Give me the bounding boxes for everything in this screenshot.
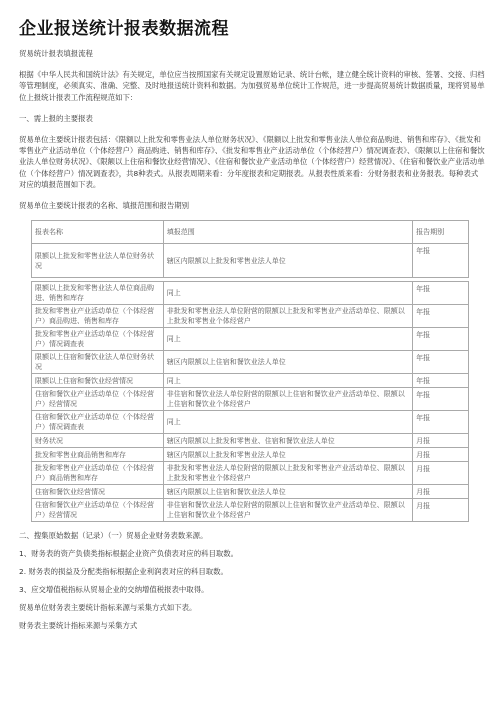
cell-report-name: 限额以上住宿和餐饮业法人单位财务状况 bbox=[32, 351, 164, 374]
cell-scope: 同上 bbox=[163, 282, 412, 305]
cell-report-name: 住宿和餐饮业经营情况 bbox=[32, 485, 164, 499]
cell-scope: 同上 bbox=[163, 411, 412, 434]
cell-scope: 同上 bbox=[163, 374, 412, 388]
table-row bbox=[32, 448, 469, 462]
cell-report-name: 住宿和餐饮业产业活动单位（个体经营户）经营情况 bbox=[32, 499, 164, 522]
table-row bbox=[32, 485, 469, 499]
subtitle-line: 贸易统计报表填报流程 bbox=[19, 49, 93, 58]
cell-scope: 辖区内限额以上住宿和餐饮业法人单位 bbox=[163, 485, 412, 499]
cell-period: 年报 bbox=[413, 351, 469, 374]
table-row bbox=[32, 388, 469, 411]
list-item-1: 1、财务表的资产负债类指标根据企业资产负债表对应的科目取数。 bbox=[19, 549, 239, 559]
cell-report-name: 限额以上住宿和餐饮业经营情况 bbox=[32, 374, 164, 388]
table-row bbox=[32, 462, 469, 485]
cell-period: 年报 bbox=[413, 411, 469, 434]
list-item-2: 2. 财务表的损益及分配类指标根据企业利润表对应的科目取数。 bbox=[19, 567, 228, 577]
cell-period: 月报 bbox=[413, 448, 469, 462]
cell-scope: 同上 bbox=[163, 328, 412, 351]
table-row bbox=[32, 328, 469, 351]
cell-period: 年报 bbox=[413, 282, 469, 305]
cell-report-name: 批发和零售业产业活动单位（个体经营户）商品销售和库存 bbox=[32, 462, 164, 485]
cell-scope: 非住宿和餐饮业法人单位附营的限额以上住宿和餐饮业产业活动单位、限额以上住宿和餐饮业个体经营户 bbox=[163, 499, 412, 522]
header-cell-scope: 填报范围 bbox=[163, 221, 412, 244]
intro-paragraph: 根据《中华人民共和国统计法》有关规定，单位应当按照国家有关规定设置原始记录、统计台帐，建立健全统计资料的审核、签署、交接、归档等管理制度，必须真实、准确、完整、及时地报送统计资料和数据。为加强贸易单位统计工作规范，进一步提高贸易统计数据质量，现将贸易单位上报统计报表工作流程规范如下： bbox=[19, 70, 485, 102]
cell-period: 月报 bbox=[413, 499, 469, 522]
table-row bbox=[32, 282, 469, 305]
cell-scope: 辖区内限额以上批发和零售业法人单位 bbox=[163, 448, 412, 462]
cell-scope: 非批发和零售业法人单位附营的限额以上批发和零售业产业活动单位、限额以上批发和零售业个体经营户 bbox=[163, 462, 412, 485]
table-row bbox=[32, 434, 469, 448]
cell-scope: 辖区内限额以上住宿和餐饮业法人单位 bbox=[163, 351, 412, 374]
cell-period: 年报 bbox=[413, 244, 469, 278]
cell-period: 年报 bbox=[413, 374, 469, 388]
cell-period: 月报 bbox=[413, 462, 469, 485]
table-row bbox=[32, 374, 469, 388]
reports-paragraph: 贸易单位主要统计报表包括：《限额以上批发和零售业法人单位财务状况》、《限额以上批发和零售业法人单位商品购进、销售和库存》、《批发和零售业产业活动单位（个体经营户）商品购进、销售和库存》、《批发和零售业产业活动单位（个体经营户）情况调查表》、《限额以上住宿和餐饮业法人单位财务状况》、《限额以上住宿和餐饮业经营情况》、《住宿和餐饮业产业活动单位（个体经营户）经营情况》、《住宿和餐饮业产业活动单位（个体经营户）情况调查表》，共8种表式。从报表周期来看：分年度报表和定期报表。从报表性质来看：分财务报表和业务报表。每种表式对应的填报范围如下表。 bbox=[19, 135, 485, 189]
cell-scope: 辖区内限额以上批发和零售业法人单位 bbox=[163, 244, 412, 278]
closing-line-1: 贸易单位财务表主要统计指标来源与采集方式如下表。 bbox=[19, 603, 197, 613]
cell-report-name: 住宿和餐饮业产业活动单位（个体经营户）经营情况 bbox=[32, 388, 164, 411]
cell-report-name: 批发和零售业商品销售和库存 bbox=[32, 448, 164, 462]
cell-report-name: 住宿和餐饮业产业活动单位（个体经营户）情况调查表 bbox=[32, 411, 164, 434]
table-caption: 贸易单位主要统计报表的名称、填报范围和报告期别 bbox=[19, 201, 189, 211]
cell-scope: 辖区内限额以上批发和零售业、住宿和餐饮业法人单位 bbox=[163, 434, 412, 448]
header-cell-period: 报告期别 bbox=[413, 221, 469, 244]
table-row bbox=[32, 351, 469, 374]
cell-report-name: 批发和零售业产业活动单位（个体经营户）商品购进、销售和库存 bbox=[32, 305, 164, 328]
cell-report-name: 限额以上批发和零售业法人单位财务状况 bbox=[32, 244, 164, 278]
report-table bbox=[31, 220, 469, 522]
cell-report-name: 批发和零售业产业活动单位（个体经营户）情况调查表 bbox=[32, 328, 164, 351]
cell-scope: 非住宿和餐饮业法人单位附营的限额以上住宿和餐饮业产业活动单位、限额以上住宿和餐饮业个体经营户 bbox=[163, 388, 412, 411]
table-header-row bbox=[32, 221, 469, 244]
cell-report-name: 限额以上批发和零售业法人单位商品购进、销售和库存 bbox=[32, 282, 164, 305]
table-row bbox=[32, 411, 469, 434]
cell-period: 年报 bbox=[413, 305, 469, 328]
header-cell-name: 报表名称 bbox=[32, 221, 164, 244]
cell-period: 月报 bbox=[413, 434, 469, 448]
cell-period: 年报 bbox=[413, 328, 469, 351]
cell-scope: 非批发和零售业法人单位附营的限额以上批发和零售业产业活动单位、限额以上批发和零售业个体经营户 bbox=[163, 305, 412, 328]
cell-period: 年报 bbox=[413, 388, 469, 411]
table-row bbox=[32, 499, 469, 522]
list-item-3: 3、应交增值税指标从贸易企业的交纳增值税报表中取得。 bbox=[19, 585, 209, 595]
table-row bbox=[32, 305, 469, 328]
closing-line-2: 财务表主要统计指标来源与采集方式 bbox=[19, 621, 138, 631]
cell-period: 月报 bbox=[413, 485, 469, 499]
section-heading-1: 一、需上报的主要报表 bbox=[19, 113, 93, 123]
section-heading-2: 二、搜集原始数据（记录）（一）贸易企业财务表数来源。 bbox=[19, 531, 208, 541]
page-title: 企业报送统计报表数据流程 bbox=[19, 19, 229, 39]
cell-report-name: 财务状况 bbox=[32, 434, 164, 448]
table-row bbox=[32, 244, 469, 278]
